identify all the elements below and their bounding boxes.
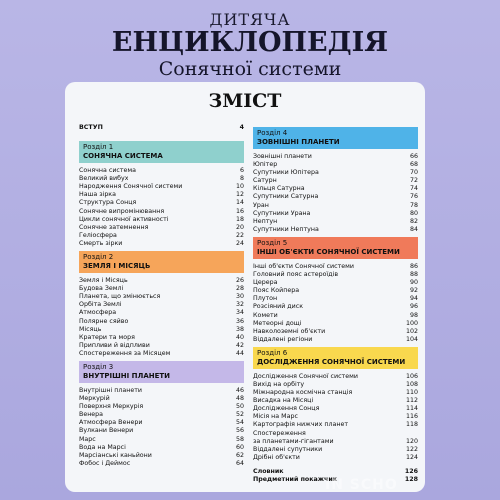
section-title: ЗЕМЛЯ І МІСЯЦЬ	[83, 262, 151, 271]
toc-entry[interactable]	[253, 373, 418, 381]
toc-entry-page: 64	[235, 459, 244, 467]
toc-entry-page: 20	[235, 223, 244, 231]
toc-entry-page: 36	[235, 317, 244, 325]
toc-entry-title: Сонячне випромінювання	[79, 207, 165, 215]
toc-entry[interactable]	[79, 277, 244, 285]
toc-entry-title: Смерть зірки	[79, 239, 123, 247]
toc-entry-page: 84	[409, 225, 418, 233]
toc-entry[interactable]	[253, 446, 418, 454]
toc-entry[interactable]	[79, 232, 244, 240]
toc-entry-page: 10	[235, 183, 244, 191]
toc-entry-page: 112	[405, 397, 418, 405]
toc-entry[interactable]	[253, 397, 418, 405]
cover-title: ЕНЦИКЛОПЕДІЯ	[111, 27, 389, 58]
toc-entry[interactable]	[253, 226, 418, 234]
toc-entry-title: Полярне сяйво	[79, 317, 129, 325]
toc-entry-title: Висадка на Місяці	[253, 397, 314, 405]
toc-entry-page: 60	[235, 443, 244, 451]
toc-entry[interactable]	[253, 303, 418, 311]
toc-entry[interactable]	[253, 430, 418, 438]
toc-entry-page: 104	[405, 335, 418, 343]
toc-entry[interactable]	[79, 326, 244, 334]
toc-entry-page: 44	[235, 349, 244, 357]
section-title: ЗОВНІШНІ ПЛАНЕТИ	[257, 138, 340, 146]
toc-entry-page: 66	[409, 153, 418, 160]
toc-entry[interactable]	[253, 328, 418, 336]
toc-entry[interactable]	[79, 293, 244, 301]
toc-entry[interactable]	[253, 413, 418, 421]
toc-entry[interactable]	[253, 312, 418, 320]
toc-entry-title: Зовнішні планети	[253, 153, 312, 160]
section-label: Розділ 5	[257, 238, 288, 247]
toc-entry[interactable]	[79, 395, 244, 403]
toc-entry[interactable]	[79, 175, 244, 183]
toc-entry-title: Картографія нижчих планет	[253, 421, 349, 429]
toc-entry-title: Атмосфера	[79, 309, 117, 317]
toc-entry[interactable]	[79, 240, 244, 248]
section-header-1[interactable]	[79, 141, 244, 163]
toc-entry-title: Кратери та моря	[79, 333, 135, 341]
toc-entry[interactable]	[253, 454, 418, 462]
toc-entry-page: 26	[235, 277, 244, 285]
toc-entry[interactable]	[253, 202, 418, 210]
toc-entry-page: 108	[405, 380, 418, 388]
toc-entry-title: за планетами-гігантами	[253, 437, 334, 445]
toc-entry-title: Вода на Марсі	[79, 443, 126, 451]
toc-entry-page: 22	[235, 231, 244, 239]
toc-entry[interactable]	[79, 444, 244, 452]
toc-entry-title: Інші об'єкти Сонячної системи	[253, 262, 354, 270]
toc-entry-page: 80	[409, 209, 418, 217]
toc-entry[interactable]	[79, 342, 244, 350]
toc-entry[interactable]	[79, 301, 244, 309]
toc-entry-page: 106	[405, 372, 418, 380]
toc-entry-page: 72	[409, 177, 418, 185]
toc-entry[interactable]	[79, 208, 244, 216]
toc-entry-page: 86	[409, 262, 418, 270]
toc-entry-title: Місія на Марс	[253, 413, 298, 421]
toc-entry-page: 6	[239, 167, 244, 175]
toc-entry[interactable]	[79, 452, 244, 460]
toc-entry-page	[415, 430, 418, 438]
toc-entry-page: 92	[409, 287, 418, 295]
toc-entry[interactable]	[253, 263, 418, 271]
toc-entry[interactable]	[79, 350, 244, 358]
toc-entry[interactable]	[253, 161, 418, 169]
watermark: IN SCHO	[325, 477, 398, 492]
toc-entry-page: 52	[235, 411, 244, 419]
toc-entry[interactable]	[253, 389, 418, 397]
toc-entry-title: Пояс Койпера	[253, 287, 300, 295]
toc-intro-page: 4	[239, 124, 244, 131]
toc-entry[interactable]	[253, 271, 418, 279]
toc-entry-title: Уран	[253, 201, 269, 209]
toc-entry-page: 8	[239, 175, 244, 183]
toc-entry[interactable]	[253, 381, 418, 389]
toc-entry-title: Марсіанські каньйони	[79, 451, 152, 459]
toc-entry-page: 48	[235, 395, 244, 403]
toc-entry-title: Сонячне затемнення	[79, 223, 149, 231]
section-title: ІНШІ ОБ'ЄКТИ СОНЯЧНОЇ СИСТЕМИ	[257, 247, 400, 256]
section-label: Розділ 1	[83, 143, 114, 152]
toc-entry-page: 68	[409, 161, 418, 169]
toc-entry[interactable]	[79, 403, 244, 411]
toc-entry-title: Фобос і Деймос	[79, 459, 131, 467]
toc-entry-page: 46	[235, 386, 244, 394]
toc-entry-title: Припливи й відпливи	[79, 341, 150, 349]
toc-entry[interactable]	[253, 438, 418, 446]
toc-entry-page: 18	[235, 215, 244, 223]
toc-entry[interactable]	[253, 421, 418, 429]
cover-subtitle-top: ДИТЯЧА	[209, 10, 291, 29]
toc-entry-title: Народження Сонячної системи	[79, 183, 183, 191]
toc-entry[interactable]	[79, 216, 244, 224]
toc-entry-page: 90	[409, 279, 418, 287]
toc-entry-title: Юпітер	[253, 161, 278, 169]
toc-entry[interactable]	[253, 185, 418, 193]
toc-entry-page: 100	[405, 319, 418, 327]
toc-entry-page: 38	[235, 325, 244, 333]
toc-entry-title: Спостереження	[253, 429, 306, 437]
toc-entry-title: Плутон	[253, 295, 278, 303]
toc-entry-page: 76	[409, 193, 418, 201]
toc-entry[interactable]	[79, 411, 244, 419]
toc-entry-page: 12	[235, 191, 244, 199]
toc-entry[interactable]	[79, 387, 244, 395]
toc-intro[interactable]	[79, 124, 244, 132]
toc-entry-title: Віддалені супутники	[253, 445, 323, 453]
section-header-5[interactable]	[253, 237, 418, 259]
toc-intro-title: ВСТУП	[79, 124, 103, 131]
toc-entry[interactable]	[79, 224, 244, 232]
toc-extra-entry[interactable]	[253, 468, 418, 476]
toc-entry[interactable]	[253, 405, 418, 413]
toc-entry[interactable]	[79, 167, 244, 175]
section-title: ВНУТРІШНІ ПЛАНЕТИ	[83, 371, 171, 380]
toc-entry-page: 110	[405, 389, 418, 397]
toc-entry-title: Орбіта Землі	[79, 301, 122, 309]
section-title: ДОСЛІДЖЕННЯ СОНЯЧНОЇ СИСТЕМИ	[257, 357, 406, 366]
toc-entry-title: Цикли сонячної активності	[79, 215, 169, 223]
toc-entry-title: Сатурн	[253, 177, 277, 185]
toc-entry[interactable]	[253, 210, 418, 218]
toc-entry[interactable]	[79, 334, 244, 342]
toc-entry-page: 94	[409, 295, 418, 303]
toc-entry-title: Вулкани Венери	[79, 427, 134, 435]
toc-entry-title: Супутники Сатурна	[253, 193, 319, 201]
toc-entry-title: Великий вибух	[79, 175, 129, 183]
toc-entry-page: 50	[235, 403, 244, 411]
toc-entry-title: Марс	[79, 435, 96, 443]
contents-heading: ЗМІСТ	[208, 90, 282, 112]
toc-entry-page: 124	[405, 453, 418, 461]
toc-entry-title: Віддалені регіони	[253, 335, 313, 343]
toc-entry-title: Венера	[79, 411, 104, 419]
toc-entry-page: 98	[409, 311, 418, 319]
toc-entry-title: Церера	[253, 279, 278, 287]
toc-entry-title: Вихід на орбіту	[253, 380, 305, 388]
toc-entry-page: 32	[235, 301, 244, 309]
toc-entry-title: Дослідження Сонця	[253, 405, 320, 413]
toc-entry-title: Планета, що змінюється	[79, 293, 161, 301]
contents-left-column	[79, 124, 244, 468]
toc-entry-title: Поверхня Меркурія	[79, 403, 144, 411]
toc-entry-page: 30	[235, 293, 244, 301]
toc-entry[interactable]	[79, 460, 244, 468]
toc-entry-page: 122	[405, 445, 418, 453]
section-label: Розділ 3	[83, 362, 114, 371]
toc-entry-title: Нептун	[253, 217, 278, 225]
toc-entry-page: 118	[405, 421, 418, 429]
toc-entry-title: Міжнародна космічна станція	[253, 389, 353, 397]
toc-entry[interactable]	[79, 285, 244, 293]
toc-entry-page: 102	[405, 327, 418, 335]
toc-entry[interactable]	[253, 287, 418, 295]
toc-entry-title: Наша зірка	[79, 191, 116, 199]
toc-entry-page: 24	[235, 239, 244, 247]
toc-entry[interactable]	[79, 183, 244, 191]
toc-entry-page: 96	[409, 303, 418, 311]
toc-entry-title: Кільця Сатурна	[253, 185, 305, 193]
toc-entry-page: 42	[235, 341, 244, 349]
toc-entry[interactable]	[79, 199, 244, 207]
toc-entry[interactable]	[253, 193, 418, 201]
toc-entry-title: Спостереження за Місяцем	[79, 349, 171, 357]
toc-entry[interactable]	[253, 320, 418, 328]
toc-entry-title: Земля і Місяць	[79, 277, 128, 285]
toc-entry-title: Місяць	[79, 325, 102, 333]
toc-entry-title: Атмосфера Венери	[79, 419, 143, 427]
toc-entry-page: 16	[235, 207, 244, 215]
toc-entry-title: Сонячна система	[79, 167, 137, 175]
section-header-3[interactable]	[79, 361, 244, 383]
toc-entry-title: Будова Землі	[79, 285, 124, 293]
toc-entry-page: 28	[235, 285, 244, 293]
toc-entry[interactable]	[253, 295, 418, 303]
toc-entry-title: Супутники Юпітера	[253, 169, 319, 177]
cover-subtitle-bottom: Сонячної системи	[158, 58, 342, 80]
toc-entry-page: 74	[409, 185, 418, 193]
toc-entry[interactable]	[253, 279, 418, 287]
section-label: Розділ 6	[257, 348, 288, 357]
toc-entry-title: Розсіяний диск	[253, 303, 304, 311]
toc-entry-page: 58	[235, 435, 244, 443]
toc-entry-title: Структура Сонця	[79, 199, 137, 207]
toc-entry-title: Головний пояс астероїдів	[253, 271, 339, 279]
toc-entry-title: Предметний покажчик	[253, 476, 338, 483]
toc-entry-title: Внутрішні планети	[79, 386, 142, 394]
toc-entry-title: Геліосфера	[79, 231, 117, 239]
toc-entry[interactable]	[253, 177, 418, 185]
toc-entry-page: 82	[409, 217, 418, 225]
toc-entry[interactable]	[79, 318, 244, 326]
section-header-6[interactable]	[253, 347, 418, 369]
contents-sheet	[65, 82, 425, 492]
toc-entry[interactable]	[253, 153, 418, 161]
toc-entry[interactable]	[253, 336, 418, 344]
toc-entry-title: Дрібні об'єкти	[253, 453, 300, 461]
toc-entry-title: Супутники Урана	[253, 209, 311, 217]
toc-entry-page: 116	[405, 413, 418, 421]
toc-entry-page: 56	[235, 427, 244, 435]
toc-entry-page: 40	[235, 333, 244, 341]
toc-entry-page: 70	[409, 169, 418, 177]
toc-entry-page: 126	[404, 467, 418, 475]
contents-right-column	[253, 124, 418, 484]
toc-entry-page: 128	[404, 476, 418, 483]
toc-entry[interactable]	[79, 427, 244, 435]
toc-entry-page: 78	[409, 201, 418, 209]
toc-entry-title: Меркурій	[79, 395, 110, 403]
toc-entry-page: 14	[235, 199, 244, 207]
section-label: Розділ 4	[257, 129, 288, 137]
toc-entry-title: Словник	[253, 467, 284, 475]
toc-entry-title: Супутники Нептуна	[253, 225, 319, 233]
section-title: СОНЯЧНА СИСТЕМА	[83, 152, 163, 161]
toc-entry[interactable]	[253, 169, 418, 177]
toc-entry-title: Дослідження Сонячної системи	[253, 372, 358, 380]
toc-entry[interactable]	[79, 309, 244, 317]
toc-entry-page: 88	[409, 271, 418, 279]
toc-entry[interactable]	[253, 218, 418, 226]
toc-entry-page: 120	[405, 437, 418, 445]
toc-entry-page: 62	[235, 451, 244, 459]
toc-entry-title: Навколоземні об'єкти	[253, 327, 326, 335]
section-header-4[interactable]	[253, 127, 418, 149]
toc-entry[interactable]	[79, 419, 244, 427]
toc-entry-page: 34	[235, 309, 244, 317]
toc-entry-page: 54	[235, 419, 244, 427]
toc-entry-title: Комети	[253, 311, 278, 319]
toc-entry-title: Метеорні дощі	[253, 319, 302, 327]
toc-entry[interactable]	[79, 191, 244, 199]
section-header-2[interactable]	[79, 251, 244, 273]
toc-entry-page: 114	[405, 405, 418, 413]
toc-entry[interactable]	[79, 436, 244, 444]
section-label: Розділ 2	[83, 253, 114, 262]
